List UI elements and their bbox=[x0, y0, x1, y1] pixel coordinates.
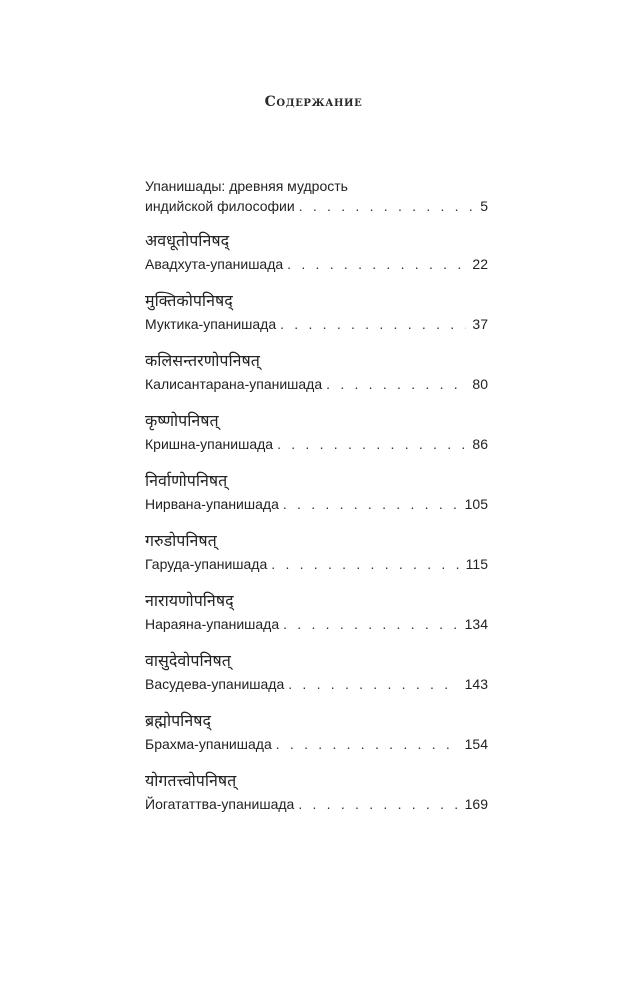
toc-entry-sanskrit-title: अवधूतोपनिषद् bbox=[145, 231, 230, 250]
toc-entry-row bbox=[145, 794, 488, 814]
leader-dots bbox=[299, 196, 475, 216]
page-title: Содержание bbox=[264, 94, 363, 110]
toc-entry[interactable] bbox=[145, 770, 488, 814]
toc-entry-intro[interactable] bbox=[145, 176, 488, 216]
toc-entry[interactable] bbox=[145, 650, 488, 694]
toc-entry-page-number: 22 bbox=[472, 256, 488, 272]
toc-entry-sanskrit-title: कलिसन्तरणोपनिषत् bbox=[145, 351, 260, 370]
toc-entry-title: Муктика-упанишада bbox=[145, 316, 277, 332]
toc-entry-row bbox=[145, 554, 488, 574]
leader-dots bbox=[283, 494, 459, 514]
toc-entry-sanskrit-title: गरुडोपनिषत् bbox=[145, 531, 217, 550]
toc-entry-row bbox=[145, 614, 488, 634]
toc-entry-sanskrit-title: योगतत्त्वोपनिषत् bbox=[145, 771, 237, 790]
toc-entry-sanskrit-title: वासुदेवोपनिषत् bbox=[145, 651, 231, 670]
toc-entry-title: Калисантарана-упанишада bbox=[145, 376, 323, 392]
toc-entry-row bbox=[145, 734, 488, 754]
toc-entry[interactable] bbox=[145, 290, 488, 334]
toc-entry-row bbox=[145, 434, 488, 454]
toc-entry-title: Гаруда-упанишада bbox=[145, 556, 268, 572]
toc-entry-page-number: 105 bbox=[464, 496, 488, 512]
leader-dots bbox=[288, 674, 458, 694]
toc-entry[interactable] bbox=[145, 350, 488, 394]
leader-dots bbox=[280, 314, 466, 334]
toc-entry[interactable] bbox=[145, 590, 488, 634]
leader-dots bbox=[326, 374, 466, 394]
toc-entry-title-row bbox=[145, 196, 488, 216]
toc-entry-row bbox=[145, 494, 488, 514]
toc-entry-title: Брахма-упанишада bbox=[145, 736, 272, 752]
toc-entry-sanskrit-title: नारायणोपनिषद् bbox=[145, 591, 234, 610]
toc-entry-page-number: 80 bbox=[472, 376, 488, 392]
toc-entry-sanskrit-title: निर्वाणोपनिषत् bbox=[145, 471, 228, 490]
toc-entry-title-line-2: индийской философии bbox=[145, 198, 295, 214]
toc-entry[interactable] bbox=[145, 530, 488, 574]
toc-entry-row bbox=[145, 254, 488, 274]
toc-entry-sanskrit-title: मुक्तिकोपनिषद् bbox=[145, 291, 233, 310]
toc-entry[interactable] bbox=[145, 230, 488, 274]
table-of-contents bbox=[145, 176, 488, 830]
toc-entry-title-line-1: Упанишады: древняя мудрость bbox=[145, 178, 348, 194]
toc-entry-page-number: 5 bbox=[480, 198, 488, 214]
toc-entry-page-number: 134 bbox=[464, 616, 488, 632]
toc-entry-title: Васудева-упанишада bbox=[145, 676, 285, 692]
toc-entry-sanskrit-title: ब्रह्मोपनिषद् bbox=[145, 711, 211, 730]
toc-entry-title: Йогататтва-упанишада bbox=[145, 796, 295, 812]
leader-dots bbox=[287, 254, 466, 274]
toc-entry-page-number: 143 bbox=[464, 676, 488, 692]
toc-entry-page-number: 86 bbox=[472, 436, 488, 452]
toc-entry-page-number: 169 bbox=[464, 796, 488, 812]
leader-dots bbox=[276, 734, 459, 754]
leader-dots bbox=[283, 614, 459, 634]
toc-entry-page-number: 154 bbox=[464, 736, 488, 752]
toc-entry-page-number: 37 bbox=[472, 316, 488, 332]
toc-entry-title: Кришна-упанишада bbox=[145, 436, 274, 452]
toc-entry[interactable] bbox=[145, 410, 488, 454]
toc-entry-title: Нирвана-упанишада bbox=[145, 496, 279, 512]
leader-dots bbox=[277, 434, 466, 454]
leader-dots bbox=[271, 554, 459, 574]
toc-entry-title: Авадхута-упанишада bbox=[145, 256, 284, 272]
toc-entry-row bbox=[145, 374, 488, 394]
toc-entry-row bbox=[145, 674, 488, 694]
toc-entry-row bbox=[145, 314, 488, 334]
toc-entry-sanskrit-title: कृष्णोपनिषत् bbox=[145, 411, 219, 430]
toc-entry[interactable] bbox=[145, 710, 488, 754]
leader-dots bbox=[298, 794, 458, 814]
toc-entry[interactable] bbox=[145, 470, 488, 514]
toc-entry-page-number: 115 bbox=[465, 556, 488, 572]
toc-entry-title: Нараяна-упанишада bbox=[145, 616, 280, 632]
